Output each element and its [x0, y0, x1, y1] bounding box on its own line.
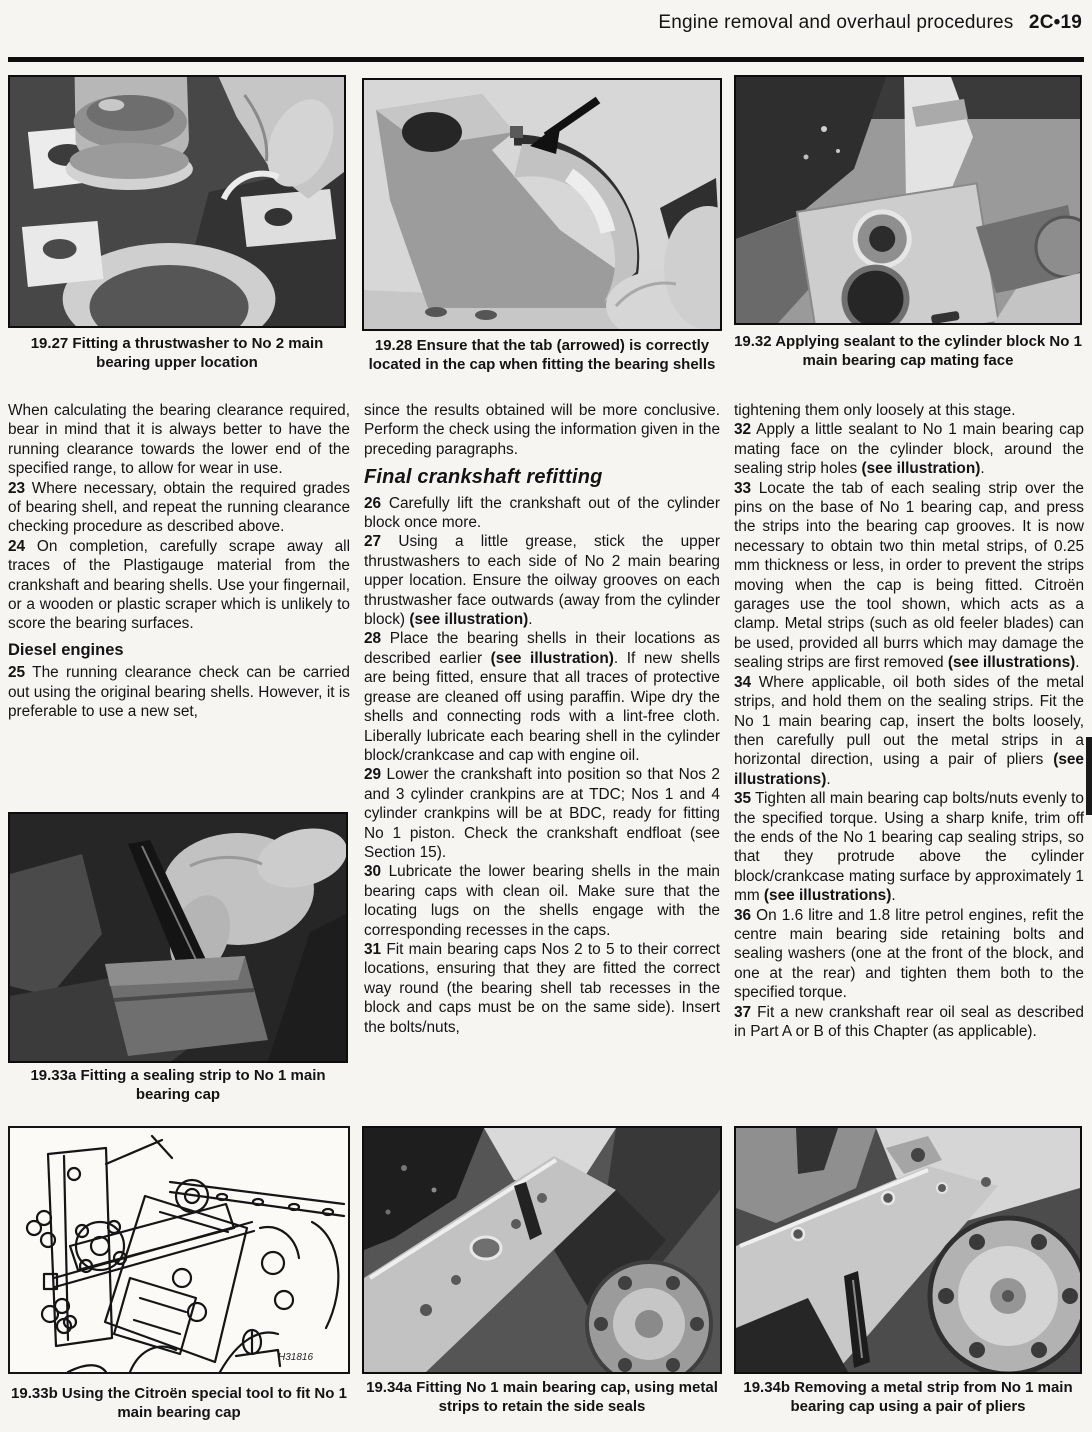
- thrustwasher-photo-illustration: [10, 77, 344, 326]
- figure-19-33a-photo: [8, 812, 348, 1063]
- paragraph: 32 Apply a little sealant to No 1 main bearing cap mating face on the cylinder block, around the sealing strip holes (see illustration).: [734, 421, 1084, 478]
- paragraph: When calculating the bearing clearance required, bear in mind that it is always better to have the running clearance towards the lower end of the specified range, to allow for wear in use.: [8, 402, 350, 478]
- figure-caption: 19.32 Applying sealant to the cylinder block No 1 main bearing cap mating face: [734, 333, 1082, 369]
- bearing-cap-tab-photo-illustration: [364, 80, 720, 329]
- pliers-metal-strip-photo-illustration: [736, 1128, 1080, 1372]
- figure-19-28-photo: [362, 78, 722, 331]
- figure-19-32-photo: [734, 75, 1082, 325]
- paragraph: 33 Locate the tab of each sealing strip over the pins on the base of No 1 bearing cap, and press the strips into the bearing cap grooves. It is now necessary to obtain two thin metal strips, of 0.25 mm thickness or less, in order to prevent the strips moving when the cap is being fitted. Citroën garages use the tool shown, which acts as a clamp. Metal strips (such as old feeler blades) can be used, provided all burrs which may damage the sealing strips are first removed (see illustrations).: [734, 479, 1084, 672]
- figure-19-33b-drawing: [8, 1126, 350, 1374]
- paragraph: 31 Fit main bearing caps Nos 2 to 5 to their correct locations, ensuring that they are fitted the correct way round (the bearing shell tab recesses in the block and caps must be on the same side). Insert the bolts/nuts,: [364, 940, 720, 1036]
- paragraph: 29 Lower the crankshaft into position so that Nos 2 and 3 cylinder crankpins are at TDC; Nos 1 and 4 cylinder crankpins will be at BDC, ready for fitting No 1 piston. Check the crankshaft endfloat (see Section 15).: [364, 766, 720, 861]
- paragraph: 27 Using a little grease, stick the upper thrustwashers to each side of No 2 main bearing upper location. Ensure the oilway grooves on each thrustwasher face outwards (away from the cylinder block) (see illustration).: [364, 533, 720, 629]
- paragraph: 28 Place the bearing shells in their locations as described earlier (see illustration). If new shells are being fitted, ensure that all traces of protective grease are cleaned off using paraffin. Wipe dry the shells and connecting rods with a lint-free cloth. Liberally lubricate each bearing shell in the cylinder block/crankcase and cap with engine oil.: [364, 630, 720, 764]
- sealant-photo-illustration: [736, 77, 1080, 323]
- paragraph: 25 The running clearance check can be carried out using the original bearing shells. However, it is preferable to use a new set,: [8, 664, 350, 721]
- paragraph: 36 On 1.6 litre and 1.8 litre petrol engines, refit the centre main bearing side retaining bolts and sealing washers (one at the front of the block, and one at the rear) and tighten them both to the specified torque.: [734, 906, 1084, 1002]
- figure-19-34b-photo: [734, 1126, 1082, 1374]
- paragraph: 26 Carefully lift the crankshaft out of the cylinder block once more.: [364, 494, 720, 532]
- paragraph: 30 Lubricate the lower bearing shells in the main bearing caps with clean oil. Make sure that the locating lugs on the shells engage with the corresponding recesses in the caps.: [364, 863, 720, 939]
- page-title: Engine removal and overhaul procedures: [658, 12, 1014, 33]
- figure-caption: 19.34b Removing a metal strip from No 1 main bearing cap using a pair of pliers: [743, 1379, 1073, 1415]
- figure-caption: 19.33b Using the Citroën special tool to fit No 1 main bearing cap: [11, 1385, 347, 1421]
- citroen-tool-line-drawing: [10, 1128, 348, 1372]
- figure-19-27-photo: [8, 75, 346, 328]
- paragraph: 23 Where necessary, obtain the required grades of bearing shell, and repeat the running clearance checking procedure as described above.: [8, 479, 350, 536]
- text-column-left: [8, 401, 350, 807]
- figure-caption: 19.27 Fitting a thrustwasher to No 2 main bearing upper location: [30, 335, 324, 371]
- bearing-cap-metal-strips-photo-illustration: [364, 1128, 720, 1372]
- sealing-strip-photo-illustration: [10, 814, 346, 1061]
- drawing-code: H31816: [278, 1352, 314, 1363]
- paragraph: tightening them only loosely at this stage.: [734, 402, 1016, 419]
- header-rule: [8, 57, 1084, 62]
- scan-edge-artifact: [1086, 737, 1092, 815]
- page-header: [8, 12, 1082, 34]
- paragraph: 37 Fit a new crankshaft rear oil seal as described in Part A or B of this Chapter (as applicable).: [734, 1003, 1084, 1040]
- section-heading: Final crankshaft refitting: [364, 466, 603, 489]
- paragraph: 24 On completion, carefully scrape away all traces of the Plastigauge material from the crankshaft and bearing shells. Use your fingernail, or a wooden or plastic scraper which is unlikely to score the bearing surfaces.: [8, 537, 350, 633]
- paragraph: since the results obtained will be more conclusive. Perform the check using the information given in the preceding paragraphs.: [364, 402, 720, 458]
- text-column-middle: [364, 401, 720, 1115]
- figure-caption: 19.34a Fitting No 1 main bearing cap, using metal strips to retain the side seals: [366, 1379, 718, 1415]
- figure-caption: 19.28 Ensure that the tab (arrowed) is correctly located in the cap when fitting the bearing shells: [368, 337, 716, 373]
- paragraph: 35 Tighten all main bearing cap bolts/nuts evenly to the specified torque. Using a sharp knife, trim off the ends of the No 1 bearing cap sealing strips, so that they protrude above the cylinder block/crankcase mating surface by approximately 1 mm (see illustrations).: [734, 790, 1084, 905]
- figure-19-34a-photo: [362, 1126, 722, 1374]
- page-number: 2C•19: [1028, 12, 1082, 33]
- figure-caption: 19.33a Fitting a sealing strip to No 1 main bearing cap: [30, 1067, 326, 1103]
- paragraph: 34 Where applicable, oil both sides of the metal strips, and hold them on the sealing strips. Fit the No 1 main bearing cap, insert the bolts loosely, then carefully pull out the metal strips in a horizontal direction, using a pair of pliers (see illustrations).: [734, 673, 1084, 788]
- text-column-right: [734, 401, 1084, 1109]
- section-heading: Diesel engines: [8, 640, 124, 659]
